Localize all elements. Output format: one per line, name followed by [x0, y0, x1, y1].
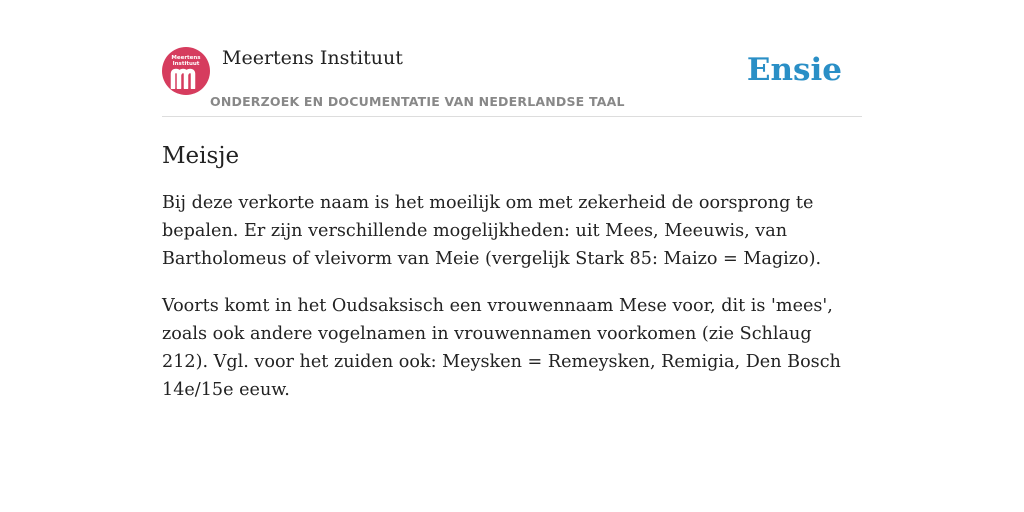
- site-tagline: ONDERZOEK EN DOCUMENTATIE VAN NEDERLANDSE TAAL: [210, 94, 625, 109]
- article-title: Meisje: [162, 143, 240, 169]
- content-container: [162, 46, 862, 404]
- logo-m-glyph: [170, 67, 202, 89]
- article-paragraph: Voorts komt in het Oudsaksisch een vrouwennaam Mese voor, dit is 'mees', zoals ook andere vogelnamen in vrouwennamen voorkomen (zie Schlaug 212). Vgl. voor het zuiden ook: Meysken = Remeysken, Remigia, Den Bosch 14e/15e eeuw.: [162, 296, 841, 400]
- logo-text-line2: Instituut: [172, 61, 200, 67]
- meertens-logo-icon[interactable]: [162, 47, 210, 95]
- ensie-brand-link[interactable]: Ensie: [746, 52, 842, 88]
- logo-text-line1: Meertens: [171, 55, 201, 61]
- article-paragraph: Bij deze verkorte naam is het moeilijk om met zekerheid de oorsprong te bepalen. Er zijn verschillende mogelijkheden: uit Mees, Meeuwis, van Bartholomeus of vleivorm van Meie (vergelijk Stark 85: Maizo = Magizo).: [162, 193, 822, 269]
- site-header: [162, 46, 862, 117]
- site-name-link[interactable]: Meertens Instituut: [222, 47, 403, 69]
